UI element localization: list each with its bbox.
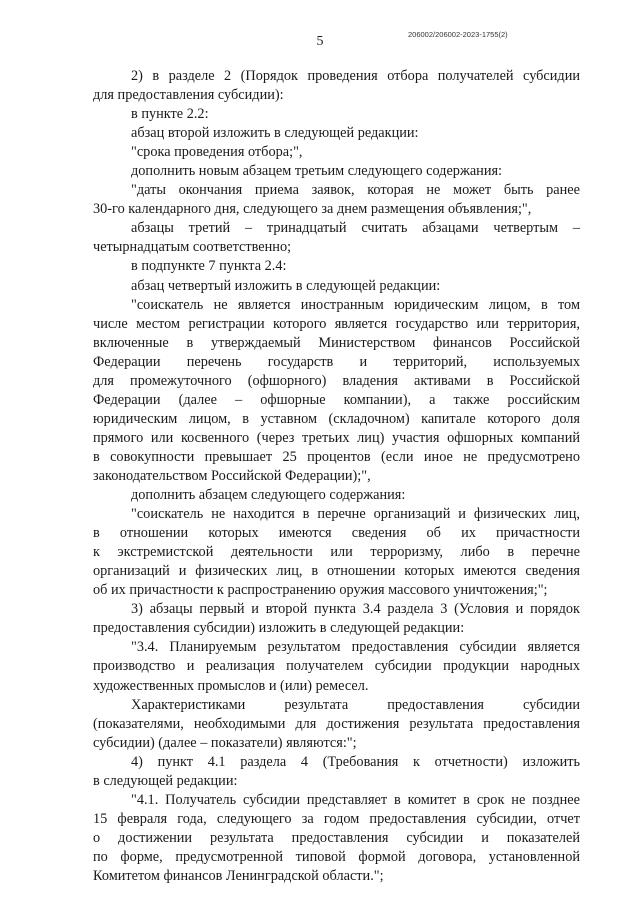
text-line: включенные в утверждаемый Министерством финансов Российской [93,334,580,351]
text-line: о достижении результата предоставления субсидии и показателей [93,829,580,846]
text-line: числе местом регистрации которого является государство или территория, [93,315,580,332]
text-line: 4) пункт 4.1 раздела 4 (Требования к отчетности) изложить [131,753,580,770]
text-line: "соискатель не является иностранным юридическим лицом, в том [131,296,580,313]
text-line: дополнить новым абзацем третьим следующего содержания: [131,163,503,180]
text-line: Федерации (далее – офшорные компании), а также российским [93,391,580,408]
text-line: четырнадцатым соответственно; [93,239,292,256]
document-id: 206002/206002-2023-1755(2) [408,30,508,39]
text-line: абзац второй изложить в следующей редакции: [131,125,419,142]
text-line: для предоставления субсидии): [93,87,284,104]
text-line: Федерации перечень государств и территорий, используемых [93,353,580,370]
document-body [93,67,580,886]
text-line: в следующей редакции: [93,772,238,789]
text-line: "даты окончания приема заявок, которая не может быть ранее [131,182,580,199]
text-line: субсидии) (далее – показатели) являются:"; [93,734,357,751]
text-line: в совокупности превышает 25 процентов (если иное не предусмотрено [93,448,580,465]
text-line: "3.4. Планируемым результатом предоставления субсидии является [131,639,580,656]
text-line: художественных промыслов и (или) ремесел. [93,677,369,694]
text-line: 15 февраля года, следующего за годом предоставления субсидии, отчет [93,810,580,827]
text-line: абзацы третий – тринадцатый считать абзацами четвертым – [131,220,580,237]
text-line: предоставления субсидии) изложить в следующей редакции: [93,620,465,637]
text-line: дополнить абзацем следующего содержания: [131,487,406,504]
text-line: в отношении которых имеются сведения об их причастности [93,525,580,542]
text-line: Комитетом финансов Ленинградской области."; [93,867,384,884]
text-line: "срока проведения отбора;", [131,144,303,161]
text-line: "4.1. Получатель субсидии представляет в комитет в срок не позднее [131,791,580,808]
text-line: 30-го календарного дня, следующего за днем размещения объявления;", [93,201,532,218]
text-line: производство и реализация получателем субсидии продукции народных [93,658,580,675]
text-line: 3) абзацы первый и второй пункта 3.4 раздела 3 (Условия и порядок [131,601,580,618]
text-line: 2) в разделе 2 (Порядок проведения отбора получателей субсидии [131,68,580,84]
text-line: в пункте 2.2: [131,106,209,123]
text-line: для промежуточного (офшорного) владения активами в Российской [93,372,580,389]
text-line: к экстремистской деятельности или терроризму, либо в перечне [93,544,580,561]
text-line: абзац четвертый изложить в следующей редакции: [131,277,441,294]
text-line: в подпункте 7 пункта 2.4: [131,258,287,275]
text-line: юридическим лицом, в уставном (складочном) капитале которого доля [93,410,580,427]
text-line: законодательством Российской Федерации);", [93,467,371,484]
text-line: организаций и физических лиц, в отношении которых имеются сведения [93,563,580,580]
text-line: "соискатель не находится в перечне организаций и физических лиц, [131,506,580,523]
text-line: Характеристиками результата предоставления субсидии [131,696,580,713]
text-line: по форме, предусмотренной типовой формой договора, установленной [93,848,580,865]
page-number: 5 [316,34,324,49]
text-line: об их причастности к распространению оружия массового уничтожения;"; [93,582,548,599]
text-line: прямого или косвенного (через третьих лиц) участия офшорных компаний [93,429,580,446]
text-line: (показателями, необходимыми для достижения результата предоставления [93,715,580,732]
